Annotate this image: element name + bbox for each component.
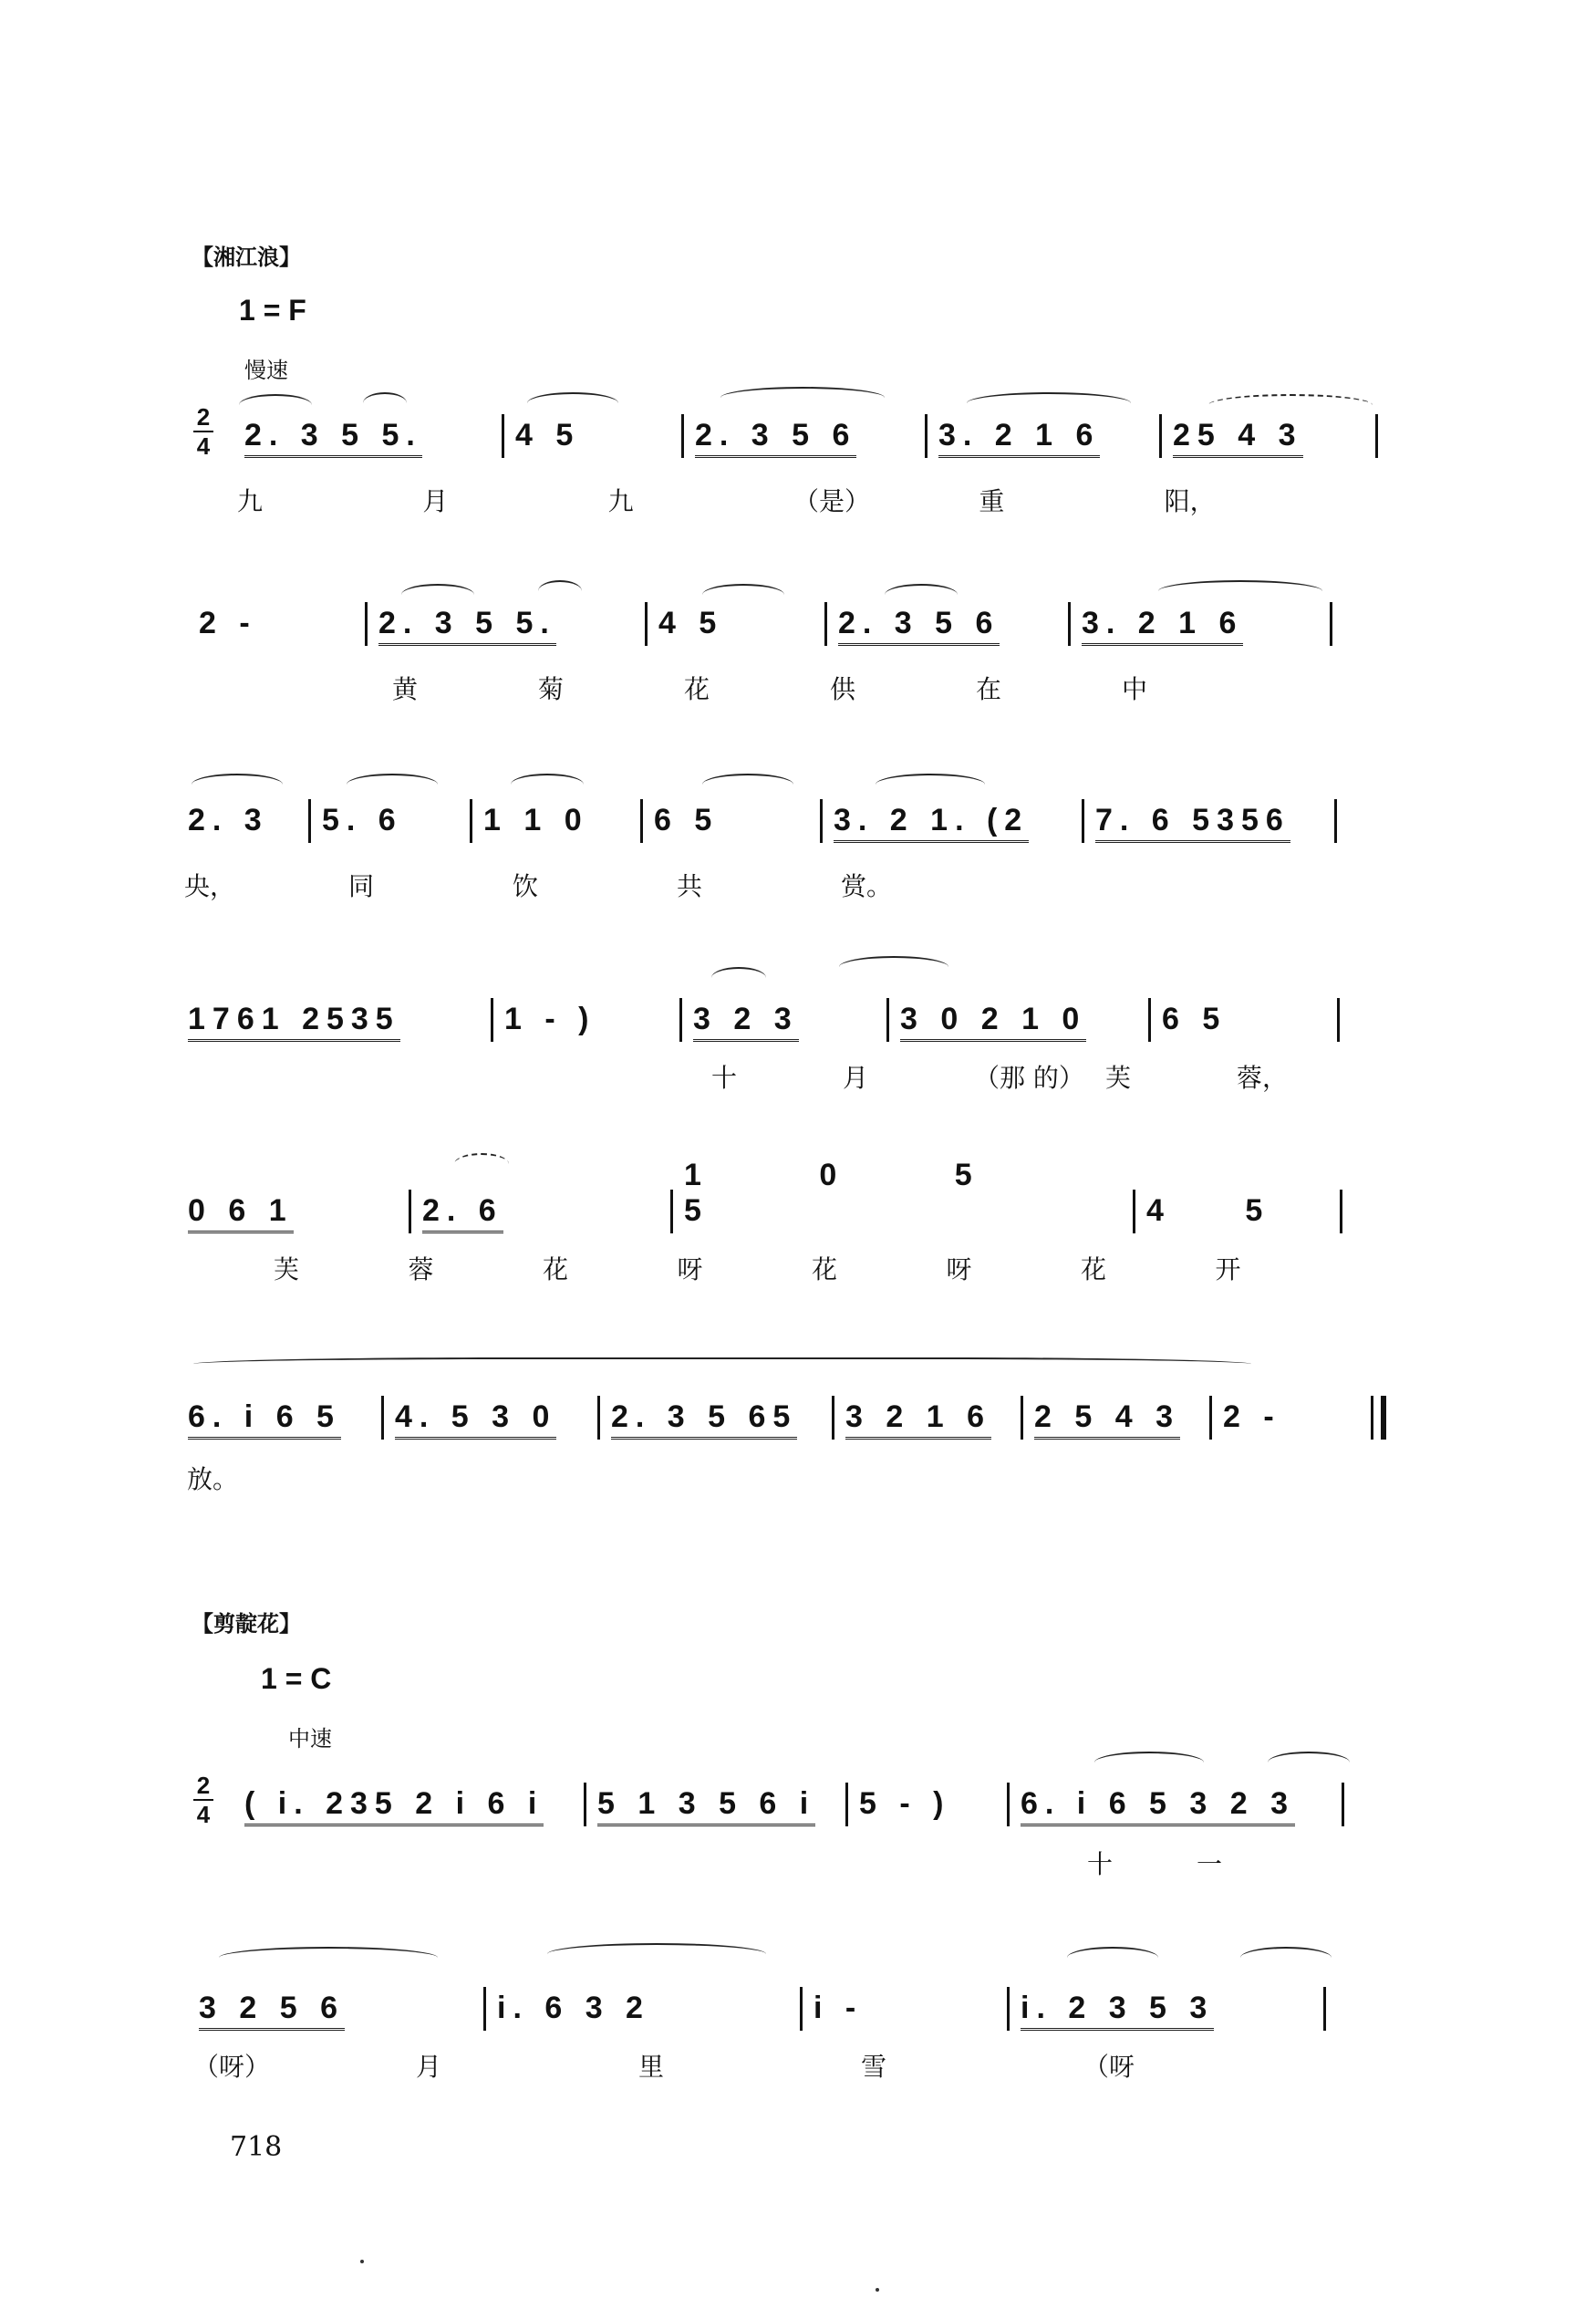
barline	[1342, 1783, 1344, 1826]
barline	[886, 998, 889, 1042]
barline	[640, 799, 643, 843]
measure: 7. 6 5356	[1090, 803, 1329, 843]
piece-title: 【湘江浪】	[192, 244, 301, 270]
measure: 3 2 1 6	[840, 1399, 1015, 1440]
key-signature: 1 = C	[261, 1662, 332, 1695]
lyrics-line: 芙 蓉 花 呀 花 呀 花 开	[274, 1254, 1241, 1284]
barline	[681, 414, 684, 458]
barline	[679, 998, 682, 1042]
barline	[502, 414, 504, 458]
barline	[1159, 414, 1162, 458]
barline	[1323, 1987, 1326, 2031]
barline	[1375, 414, 1378, 458]
measure: 2 -	[199, 606, 257, 640]
lyrics-line: 放。	[187, 1464, 239, 1494]
lyrics-line: 黄 菊 花 供 在 中	[392, 674, 1148, 704]
lyrics-line: 十 一	[1087, 1849, 1223, 1879]
staff-system	[193, 1772, 1406, 1826]
barline	[483, 1987, 486, 2031]
barline	[1330, 602, 1332, 646]
barline	[409, 1190, 411, 1233]
measure: 25 4 3	[1167, 418, 1370, 458]
page-number: 718	[230, 2131, 283, 2163]
measure: 6 5	[1162, 1002, 1228, 1036]
lyrics-line: 九 月 九 （是） 重 阳，	[237, 486, 1216, 516]
measure: 3. 2 1 6	[933, 418, 1154, 458]
barline	[1148, 998, 1151, 1042]
measure: 4 5	[1146, 1193, 1300, 1228]
measure: i -	[814, 1991, 864, 2025]
barline	[308, 799, 311, 843]
barline	[365, 602, 368, 646]
final-barline	[1371, 1396, 1386, 1440]
measure: 1 - )	[504, 1002, 596, 1036]
barline	[1334, 799, 1337, 843]
measure: 5. 6	[322, 803, 403, 837]
measure: 2 -	[1223, 1399, 1281, 1434]
lyrics-line: （呀） 月 里 雪 （呀	[193, 2052, 1135, 2082]
measure: 2. 3 5 6	[689, 418, 919, 458]
barline	[381, 1396, 384, 1440]
barline	[845, 1783, 848, 1826]
measure: 2. 3	[188, 803, 269, 837]
measure: 3 0 2 1 0	[895, 1002, 1143, 1042]
measure: 6. i 6 5 3 2 3	[1015, 1786, 1336, 1826]
measure: 6 5	[654, 803, 720, 837]
barline	[1337, 998, 1340, 1042]
measure: 1 0 5 5	[684, 1158, 1027, 1228]
barline	[1082, 799, 1084, 843]
lyrics-line: 十 月 （那 的） 芙 蓉，	[711, 1063, 1289, 1093]
measure: 2. 3 5 6	[833, 606, 1062, 646]
tempo-marking: 慢速	[244, 358, 288, 383]
measure: 4 5	[515, 418, 581, 452]
barline	[1340, 1190, 1342, 1233]
measure: 3. 2 1 6	[1076, 606, 1324, 646]
lyrics-line: 央， 同 饮 共 赏。	[184, 871, 893, 901]
barline	[670, 1190, 673, 1233]
measure: 3 2 3	[688, 1002, 881, 1042]
staff-system	[182, 1158, 1404, 1233]
barline	[925, 414, 928, 458]
barline	[820, 799, 823, 843]
staff-system	[182, 788, 1404, 843]
staff-system	[182, 1385, 1404, 1440]
barline	[1209, 1396, 1212, 1440]
barline	[824, 602, 827, 646]
measure: ( i. 235 2 i 6 i	[239, 1786, 578, 1826]
measure: 2. 3 5 5.	[239, 418, 496, 458]
measure: 2. 6	[417, 1193, 665, 1233]
measure: 3 2 5 6	[193, 1991, 478, 2031]
barline	[584, 1783, 586, 1826]
staff-system	[193, 1976, 1406, 2031]
tempo-marking: 中速	[288, 1726, 332, 1752]
measure: 0 6 1	[182, 1193, 403, 1233]
measure: 2. 3 5 5.	[373, 606, 639, 646]
time-signature: 2 4	[193, 1773, 213, 1826]
measure: 2. 3 5 65	[606, 1399, 826, 1440]
measure: 5 1 3 5 6 i	[592, 1786, 840, 1826]
barline	[1007, 1783, 1010, 1826]
barline	[800, 1987, 803, 2031]
measure: 4 5	[658, 606, 724, 640]
barline	[1133, 1190, 1135, 1233]
measure: 2 5 4 3	[1029, 1399, 1204, 1440]
barline	[597, 1396, 600, 1440]
time-signature: 2 4	[193, 405, 213, 458]
piece-title: 【剪靛花】	[192, 1611, 301, 1637]
measure: 3. 2 1. (2	[828, 803, 1076, 843]
measure: i. 6 3 2	[497, 1991, 650, 2025]
measure: 1 1 0	[483, 803, 589, 837]
barline	[491, 998, 493, 1042]
barline	[1007, 1987, 1010, 2031]
barline	[832, 1396, 834, 1440]
barline	[1021, 1396, 1023, 1440]
barline	[645, 602, 648, 646]
measure: i. 2 3 5 3	[1015, 1991, 1318, 2031]
barline	[1068, 602, 1071, 646]
key-signature: 1 = F	[239, 294, 306, 327]
barline	[470, 799, 472, 843]
measure: 5 - )	[859, 1786, 951, 1821]
staff-system	[182, 987, 1404, 1042]
measure: 6. i 6 5	[182, 1399, 376, 1440]
measure: 4. 5 3 0	[389, 1399, 592, 1440]
measure: 1761 2535	[182, 1002, 485, 1042]
